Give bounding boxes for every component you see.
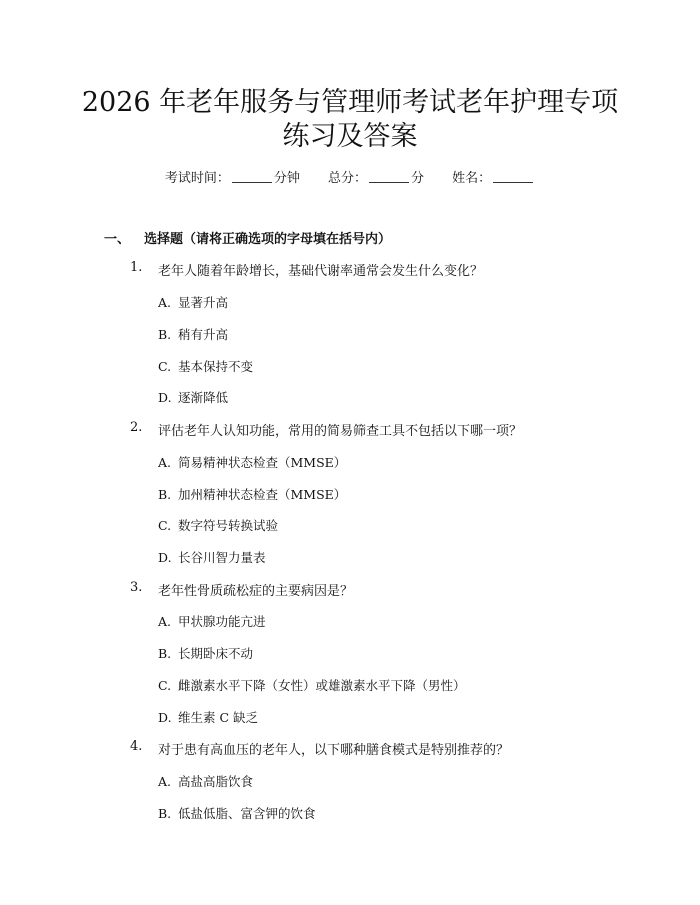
- option-text: 简易精神状态检查（MMSE）: [178, 455, 347, 470]
- question-number: 4.: [130, 739, 143, 754]
- question-text: 对于患有高血压的老年人，以下哪种膳食模式是特别推荐的？: [158, 743, 510, 758]
- option-text: 长期卧床不动: [178, 646, 254, 661]
- total-score-unit: 分: [411, 171, 425, 186]
- option-2a: [158, 453, 346, 471]
- option-letter: B.: [158, 327, 172, 342]
- document-title-line-1: 2026 年老年服务与管理师考试老年护理专项: [81, 87, 619, 118]
- option-1b: [158, 325, 228, 343]
- option-3c: [158, 676, 466, 694]
- option-2c: [158, 516, 278, 534]
- total-score-field: [328, 167, 424, 186]
- name-blank: [493, 170, 533, 183]
- option-letter: A.: [158, 295, 172, 310]
- question-text: 评估老年人认知功能，常用的简易筛查工具不包括以下哪一项？: [158, 424, 523, 439]
- option-text: 加州精神状态检查（MMSE）: [178, 487, 347, 502]
- option-3a: [158, 612, 266, 630]
- option-text: 雌激素水平下降（女性）或雄激素水平下降（男性）: [178, 678, 466, 693]
- exam-info-row: [0, 167, 700, 186]
- option-text: 低盐低脂、富含钾的饮食: [178, 806, 316, 821]
- exam-time-label: 考试时间：: [164, 171, 230, 186]
- option-3b: [158, 644, 253, 662]
- exam-time-field: [165, 167, 300, 186]
- option-1d: [158, 388, 228, 406]
- exam-time-blank: [232, 170, 272, 183]
- section-number: 一、: [104, 232, 131, 247]
- exam-time-unit: 分钟: [273, 171, 300, 186]
- option-letter: B.: [158, 487, 172, 502]
- question-number: 2.: [130, 420, 143, 435]
- document-title-line-2: 练习及答案: [282, 121, 418, 152]
- option-letter: D.: [158, 710, 172, 725]
- option-letter: D.: [158, 390, 172, 405]
- option-letter: C.: [158, 678, 172, 693]
- option-1c: [158, 357, 253, 375]
- question-number: 1.: [130, 260, 143, 275]
- option-text: 甲状腺功能亢进: [178, 614, 266, 629]
- option-text: 高盐高脂饮食: [178, 774, 254, 789]
- option-text: 逐渐降低: [178, 390, 229, 405]
- option-4b: [158, 804, 316, 822]
- option-2d: [158, 548, 266, 566]
- question-text: 老年人随着年龄增长，基础代谢率通常会发生什么变化？: [158, 264, 484, 279]
- option-text: 稍有升高: [178, 327, 229, 342]
- total-score-label: 总分：: [327, 171, 367, 186]
- option-letter: A.: [158, 774, 172, 789]
- option-letter: C.: [158, 518, 172, 533]
- section-heading: [104, 228, 391, 247]
- option-3d: [158, 708, 258, 726]
- name-field: [452, 167, 535, 186]
- question-text: 老年性骨质疏松症的主要病因是？: [158, 584, 354, 599]
- option-letter: A.: [158, 455, 172, 470]
- name-label: 姓名：: [452, 171, 492, 186]
- option-letter: C.: [158, 359, 172, 374]
- option-letter: A.: [158, 614, 172, 629]
- option-text: 数字符号转换试验: [178, 518, 279, 533]
- option-4a: [158, 772, 253, 790]
- option-letter: D.: [158, 550, 172, 565]
- option-text: 长谷川智力量表: [178, 550, 266, 565]
- option-letter: B.: [158, 806, 172, 821]
- option-1a: [158, 293, 228, 311]
- question-number: 3.: [130, 580, 143, 595]
- option-2b: [158, 485, 346, 503]
- option-text: 维生素 C 缺乏: [178, 710, 259, 725]
- option-text: 基本保持不变: [178, 359, 254, 374]
- option-letter: B.: [158, 646, 172, 661]
- total-score-blank: [369, 170, 409, 183]
- section-title: 选择题（请将正确选项的字母填在括号内）: [144, 232, 392, 247]
- option-text: 显著升高: [178, 295, 229, 310]
